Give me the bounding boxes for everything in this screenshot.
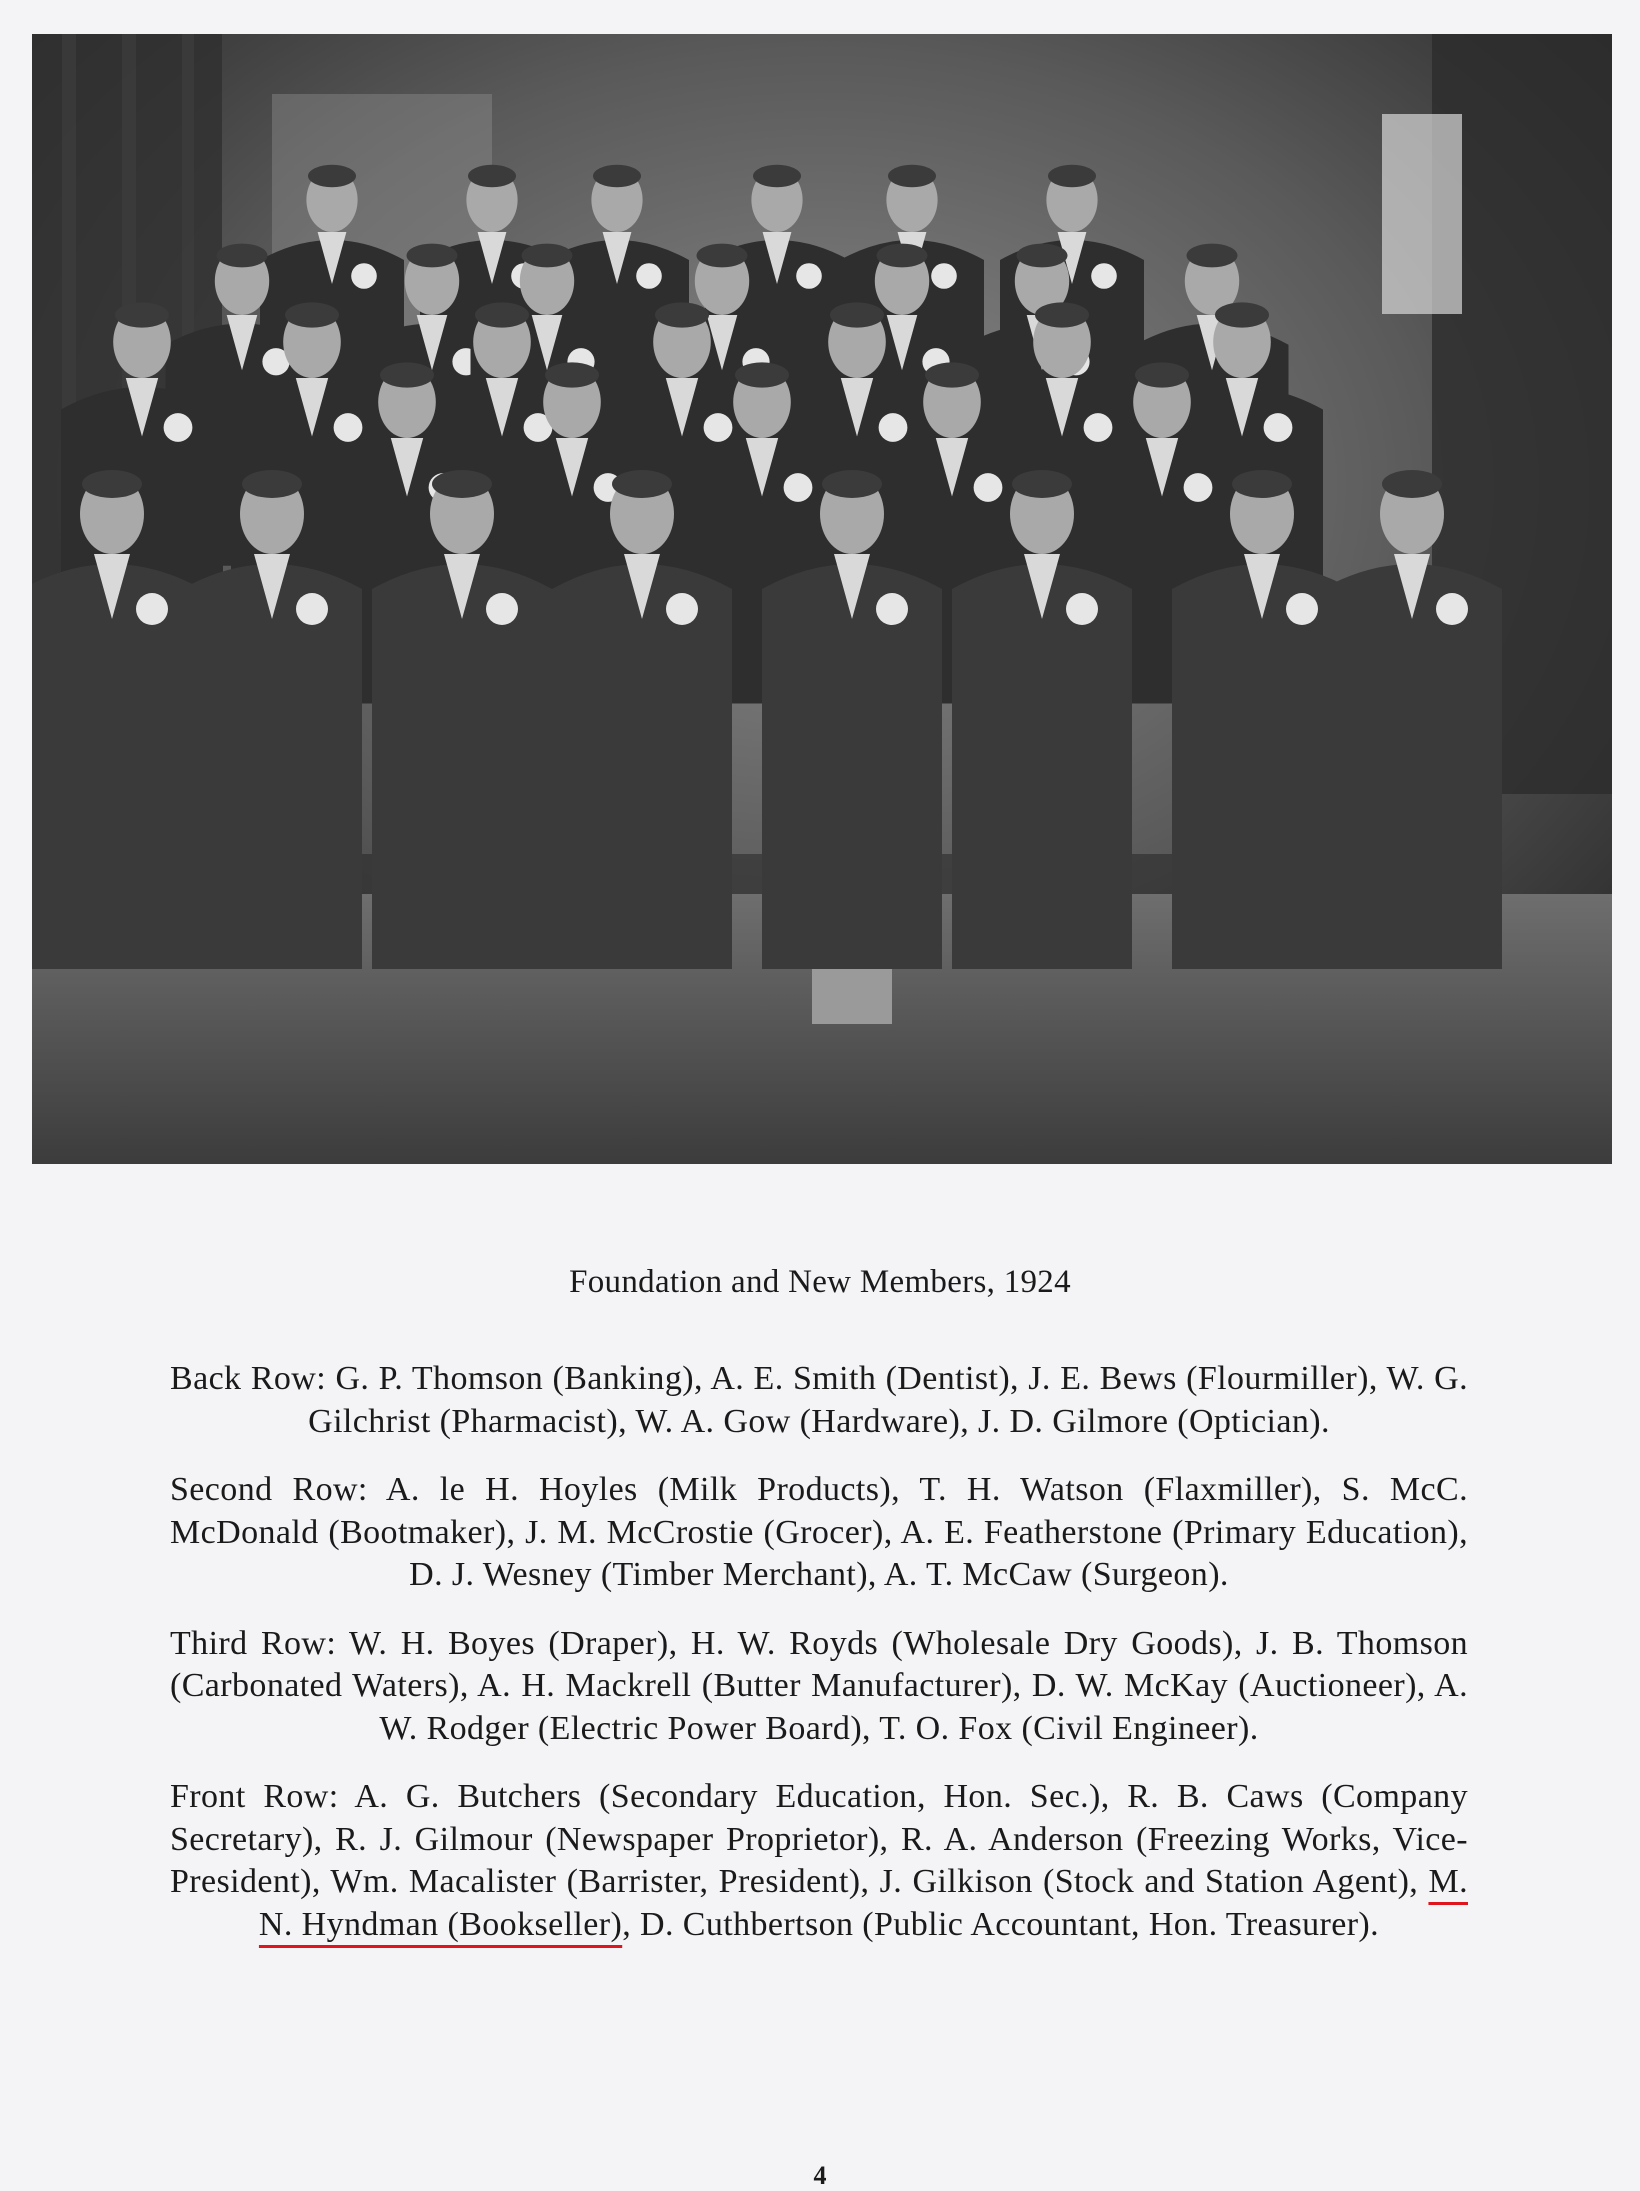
front-row-entry — [170, 1776, 1468, 1946]
row-members-before: A. G. Butchers (Secondary Education, Hon. Sec.), R. B. Caws (Company Secretary), R. J. Gilmour (Newspaper Proprietor), R. A. Anderson (Freezing Works, Vice-President), Wm. Macalister (Barrister, President), J. Gilkison (Stock and Station Agent), — [170, 1778, 1468, 1900]
group-photograph — [32, 34, 1612, 1164]
third-row-entry — [170, 1623, 1468, 1751]
row-members: G. P. Thomson (Banking), A. E. Smith (Dentist), J. E. Bews (Flourmiller), W. G. Gilchrist (Pharmacist), W. A. Gow (Hardware), J. D. Gilmore (Optician). — [308, 1360, 1468, 1440]
row-members: W. H. Boyes (Draper), H. W. Royds (Wholesale Dry Goods), J. B. Thomson (Carbonated Waters), A. H. Mackrell (Butter Manufacturer), D. W. McKay (Auctioneer), A. W. Rodger (Electric Power Board), T. O. Fox (Civil Engineer). — [170, 1624, 1469, 1747]
row-label: Second Row: — [170, 1471, 368, 1508]
row-label: Front Row: — [170, 1778, 339, 1815]
row-members: A. le H. Hoyles (Milk Products), T. H. Watson (Flaxmiller), S. McC. McDonald (Bootmaker), J. M. McCrostie (Grocer), A. E. Featherstone (Primary Education), D. J. Wesney (Timber Merchant), A. T. McCaw (Surgeon). — [170, 1471, 1469, 1593]
row-members-after: , D. Cuthbertson (Public Accountant, Hon. Treasurer). — [622, 1905, 1380, 1943]
member-list — [170, 1358, 1468, 1972]
highlighted-member: M. N. Hyndman (Bookseller) — [258, 1863, 1468, 1943]
back-row-entry — [170, 1358, 1468, 1443]
row-label: Back Row: — [170, 1360, 327, 1397]
second-row-entry — [170, 1469, 1468, 1597]
row-label: Third Row: — [170, 1624, 337, 1662]
page-number: 4 — [813, 2161, 827, 2190]
photo-caption: Foundation and New Members, 1924 — [569, 1264, 1071, 1300]
group-photograph-drawing — [32, 34, 1612, 1164]
